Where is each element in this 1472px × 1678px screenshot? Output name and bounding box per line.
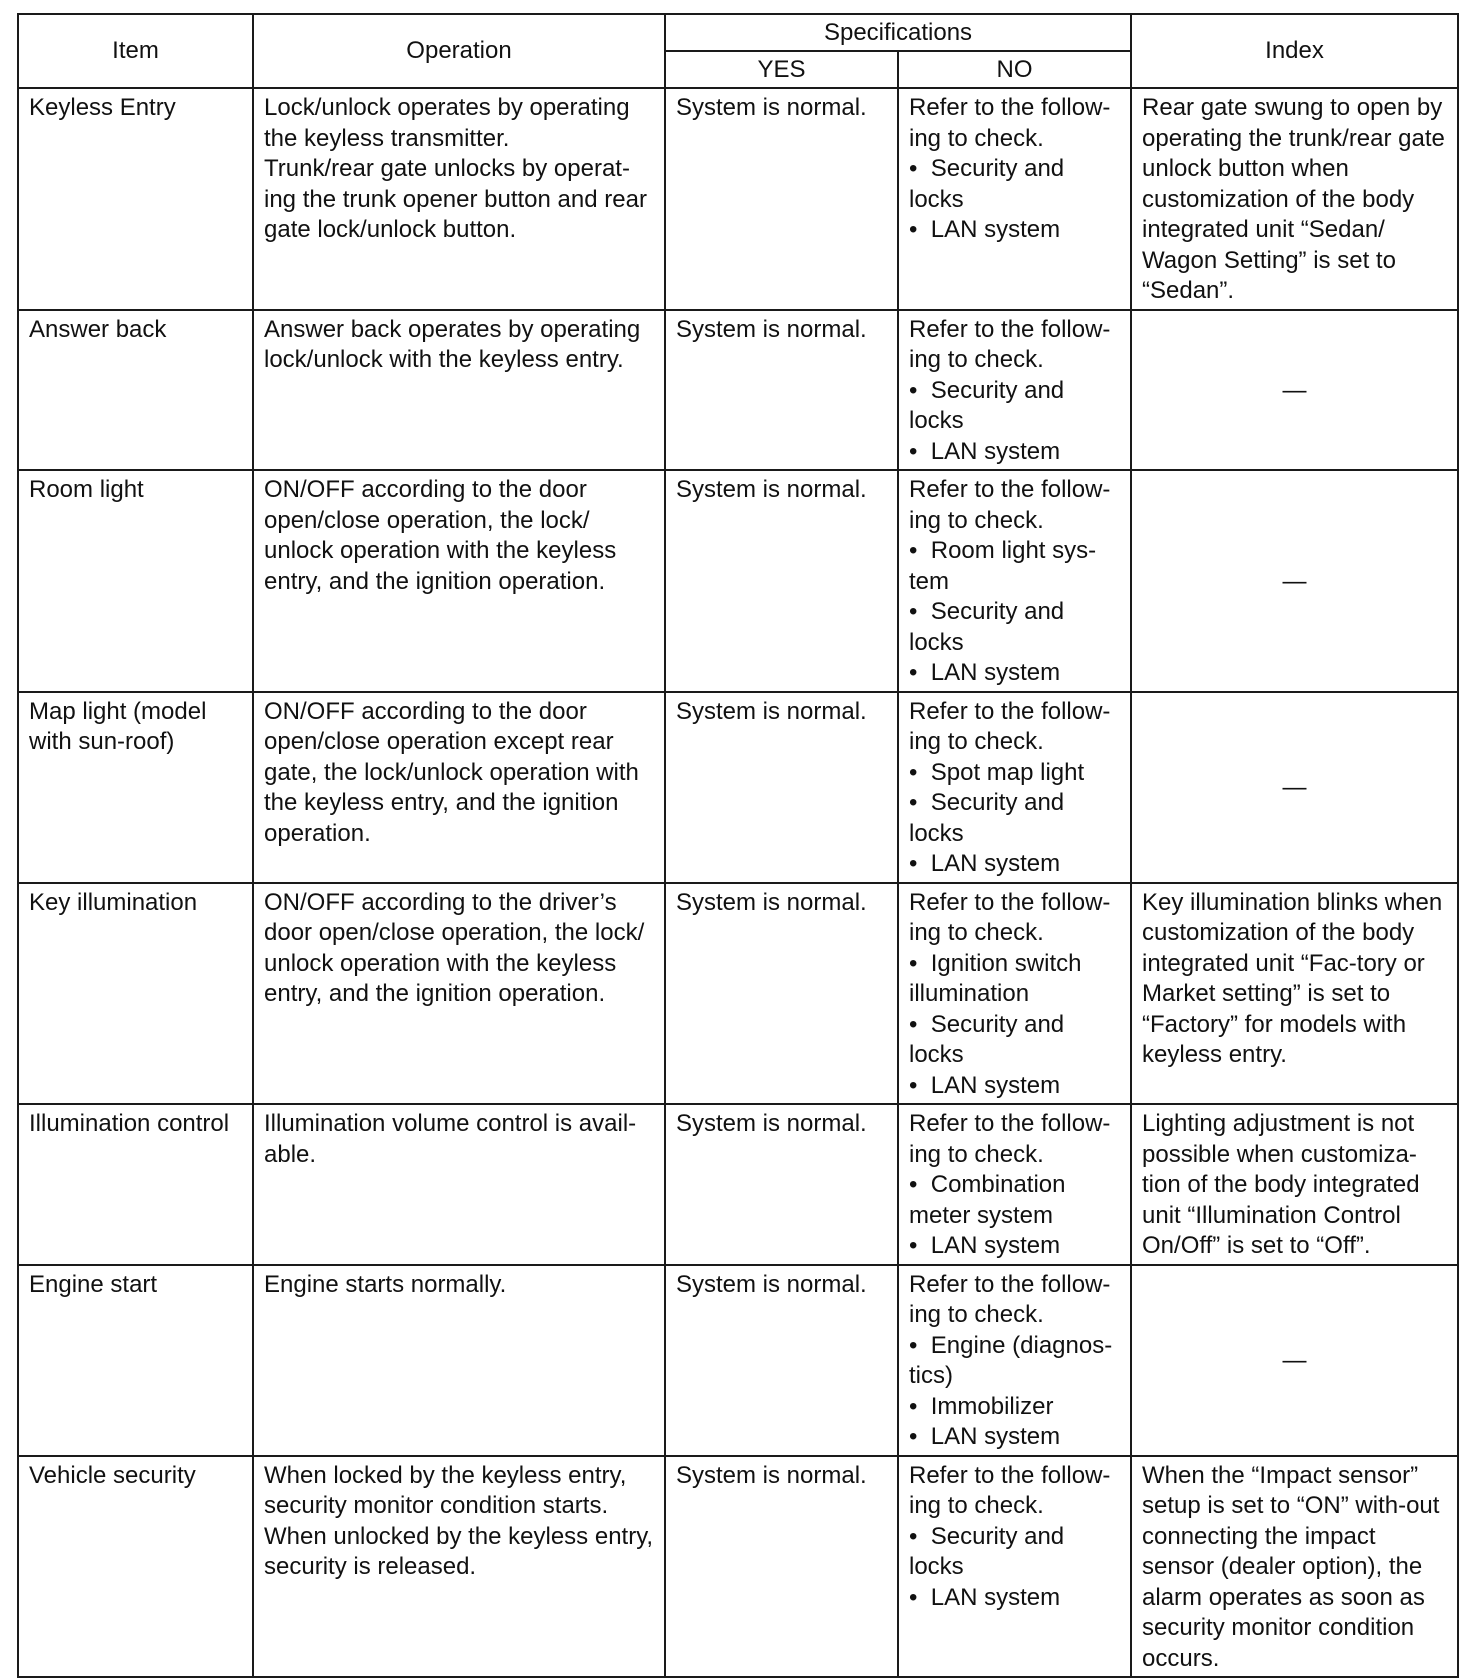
cell-index: —: [1131, 692, 1458, 883]
check-item: • Room light sys-tem: [909, 536, 1120, 597]
header-index: Index: [1131, 14, 1458, 88]
operation-text: ON/OFF according to the driver’s door open/close operation, the lock/ unlock operation with the keyless entry, and the ignition operation.: [264, 888, 645, 1007]
cell-no: [898, 1456, 1131, 1678]
no-intro: Refer to the follow-ing to check.: [909, 315, 1111, 373]
cell-operation: [253, 310, 665, 471]
check-item: • LAN system: [909, 849, 1120, 880]
check-list: [909, 154, 1120, 246]
header-operation: Operation: [253, 14, 665, 88]
operation-text: ON/OFF according to the door open/close operation, the lock/ unlock operation with the keyless entry, and the ignition operation.: [264, 476, 617, 595]
cell-yes: System is normal.: [665, 470, 898, 692]
operation-text: When unlocked by the keyless entry, security is released.: [264, 1522, 654, 1580]
check-item: • LAN system: [909, 1071, 1120, 1102]
table-row: [18, 1456, 1458, 1678]
table-row: [18, 1265, 1458, 1456]
table-row: [18, 470, 1458, 692]
check-item: • LAN system: [909, 1231, 1120, 1262]
check-list: [909, 376, 1120, 468]
check-item: • Combination meter system: [909, 1170, 1120, 1231]
operation-text: Illumination volume control is avail-able.: [264, 1110, 637, 1168]
no-intro: Refer to the follow-ing to check.: [909, 476, 1111, 534]
header-specifications: Specifications: [665, 14, 1131, 51]
check-item: • Security and locks: [909, 1010, 1120, 1071]
check-item: • Engine (diagnos-tics): [909, 1331, 1120, 1392]
cell-operation: [253, 470, 665, 692]
cell-index: —: [1131, 310, 1458, 471]
cell-index: Lighting adjustment is not possible when customiza-tion of the body integrated unit “Illumination Control On/Off” is set to “Off”.: [1131, 1104, 1458, 1265]
cell-item: Keyless Entry: [18, 88, 253, 310]
check-item: • Ignition switch illumination: [909, 949, 1120, 1010]
cell-operation: [253, 692, 665, 883]
operation-text: Answer back operates by operating lock/unlock with the keyless entry.: [264, 315, 641, 373]
cell-index: When the “Impact sensor” setup is set to “ON” with-out connecting the impact sensor (dealer option), the alarm operates as soon as security monitor condition occurs.: [1131, 1456, 1458, 1678]
check-list: [909, 536, 1120, 689]
cell-no: [898, 310, 1131, 471]
header-item: Item: [18, 14, 253, 88]
cell-item: Answer back: [18, 310, 253, 471]
header-yes: YES: [665, 51, 898, 88]
no-intro: Refer to the follow-ing to check.: [909, 1110, 1111, 1168]
check-item: • Security and locks: [909, 376, 1120, 437]
no-intro: Refer to the follow-ing to check.: [909, 1270, 1111, 1328]
cell-operation: [253, 1104, 665, 1265]
check-item: • Immobilizer: [909, 1392, 1120, 1423]
check-item: • LAN system: [909, 658, 1120, 689]
check-item: • Security and locks: [909, 1522, 1120, 1583]
cell-no: [898, 470, 1131, 692]
cell-item: Illumination control: [18, 1104, 253, 1265]
check-item: • Security and locks: [909, 597, 1120, 658]
spec-sheet: [17, 13, 1457, 1678]
cell-yes: System is normal.: [665, 692, 898, 883]
cell-item: Key illumination: [18, 883, 253, 1105]
operation-text: Engine starts normally.: [264, 1270, 507, 1298]
cell-item: Engine start: [18, 1265, 253, 1456]
check-item: • LAN system: [909, 1422, 1120, 1453]
operation-text: ON/OFF according to the door open/close operation except rear gate, the lock/unlock operation with the keyless entry, and the ignition operation.: [264, 697, 639, 847]
cell-yes: System is normal.: [665, 310, 898, 471]
check-list: [909, 1170, 1120, 1262]
operation-text: When locked by the keyless entry, security monitor condition starts.: [264, 1461, 627, 1519]
no-intro: Refer to the follow-ing to check.: [909, 888, 1111, 946]
check-item: • Spot map light: [909, 758, 1120, 789]
cell-no: [898, 88, 1131, 310]
cell-index: —: [1131, 1265, 1458, 1456]
cell-operation: [253, 1456, 665, 1678]
check-list: [909, 949, 1120, 1102]
cell-yes: System is normal.: [665, 1104, 898, 1265]
check-item: • LAN system: [909, 215, 1120, 246]
check-list: [909, 1331, 1120, 1453]
cell-item: Map light (model with sun-roof): [18, 692, 253, 883]
cell-no: [898, 883, 1131, 1105]
operation-text: Lock/unlock operates by operating the keyless transmitter.: [264, 94, 630, 152]
no-intro: Refer to the follow-ing to check.: [909, 697, 1111, 755]
check-item: • LAN system: [909, 437, 1120, 468]
check-list: [909, 1522, 1120, 1614]
header-row-top: [18, 14, 1458, 51]
table-row: [18, 883, 1458, 1105]
specifications-table: [17, 13, 1459, 1678]
cell-operation: [253, 883, 665, 1105]
check-item: • LAN system: [909, 1583, 1120, 1614]
cell-no: [898, 692, 1131, 883]
cell-index: Rear gate swung to open by operating the trunk/rear gate unlock button when customization of the body integrated unit “Sedan/ Wagon Setting” is set to “Sedan”.: [1131, 88, 1458, 310]
cell-yes: System is normal.: [665, 1265, 898, 1456]
cell-operation: [253, 88, 665, 310]
cell-yes: System is normal.: [665, 883, 898, 1105]
table-row: [18, 88, 1458, 310]
no-intro: Refer to the follow-ing to check.: [909, 94, 1111, 152]
check-item: • Security and locks: [909, 154, 1120, 215]
cell-no: [898, 1104, 1131, 1265]
no-intro: Refer to the follow-ing to check.: [909, 1461, 1111, 1519]
table-row: [18, 692, 1458, 883]
cell-index: Key illumination blinks when customization of the body integrated unit “Fac-tory or Market setting” is set to “Factory” for models with keyless entry.: [1131, 883, 1458, 1105]
operation-text: Trunk/rear gate unlocks by operat-ing the trunk opener button and rear gate lock/unlock button.: [264, 155, 647, 243]
cell-yes: System is normal.: [665, 88, 898, 310]
check-item: • Security and locks: [909, 788, 1120, 849]
cell-item: Room light: [18, 470, 253, 692]
cell-item: Vehicle security: [18, 1456, 253, 1678]
table-row: [18, 310, 1458, 471]
check-list: [909, 758, 1120, 880]
cell-no: [898, 1265, 1131, 1456]
cell-index: —: [1131, 470, 1458, 692]
cell-operation: [253, 1265, 665, 1456]
table-row: [18, 1104, 1458, 1265]
header-no: NO: [898, 51, 1131, 88]
cell-yes: System is normal.: [665, 1456, 898, 1678]
